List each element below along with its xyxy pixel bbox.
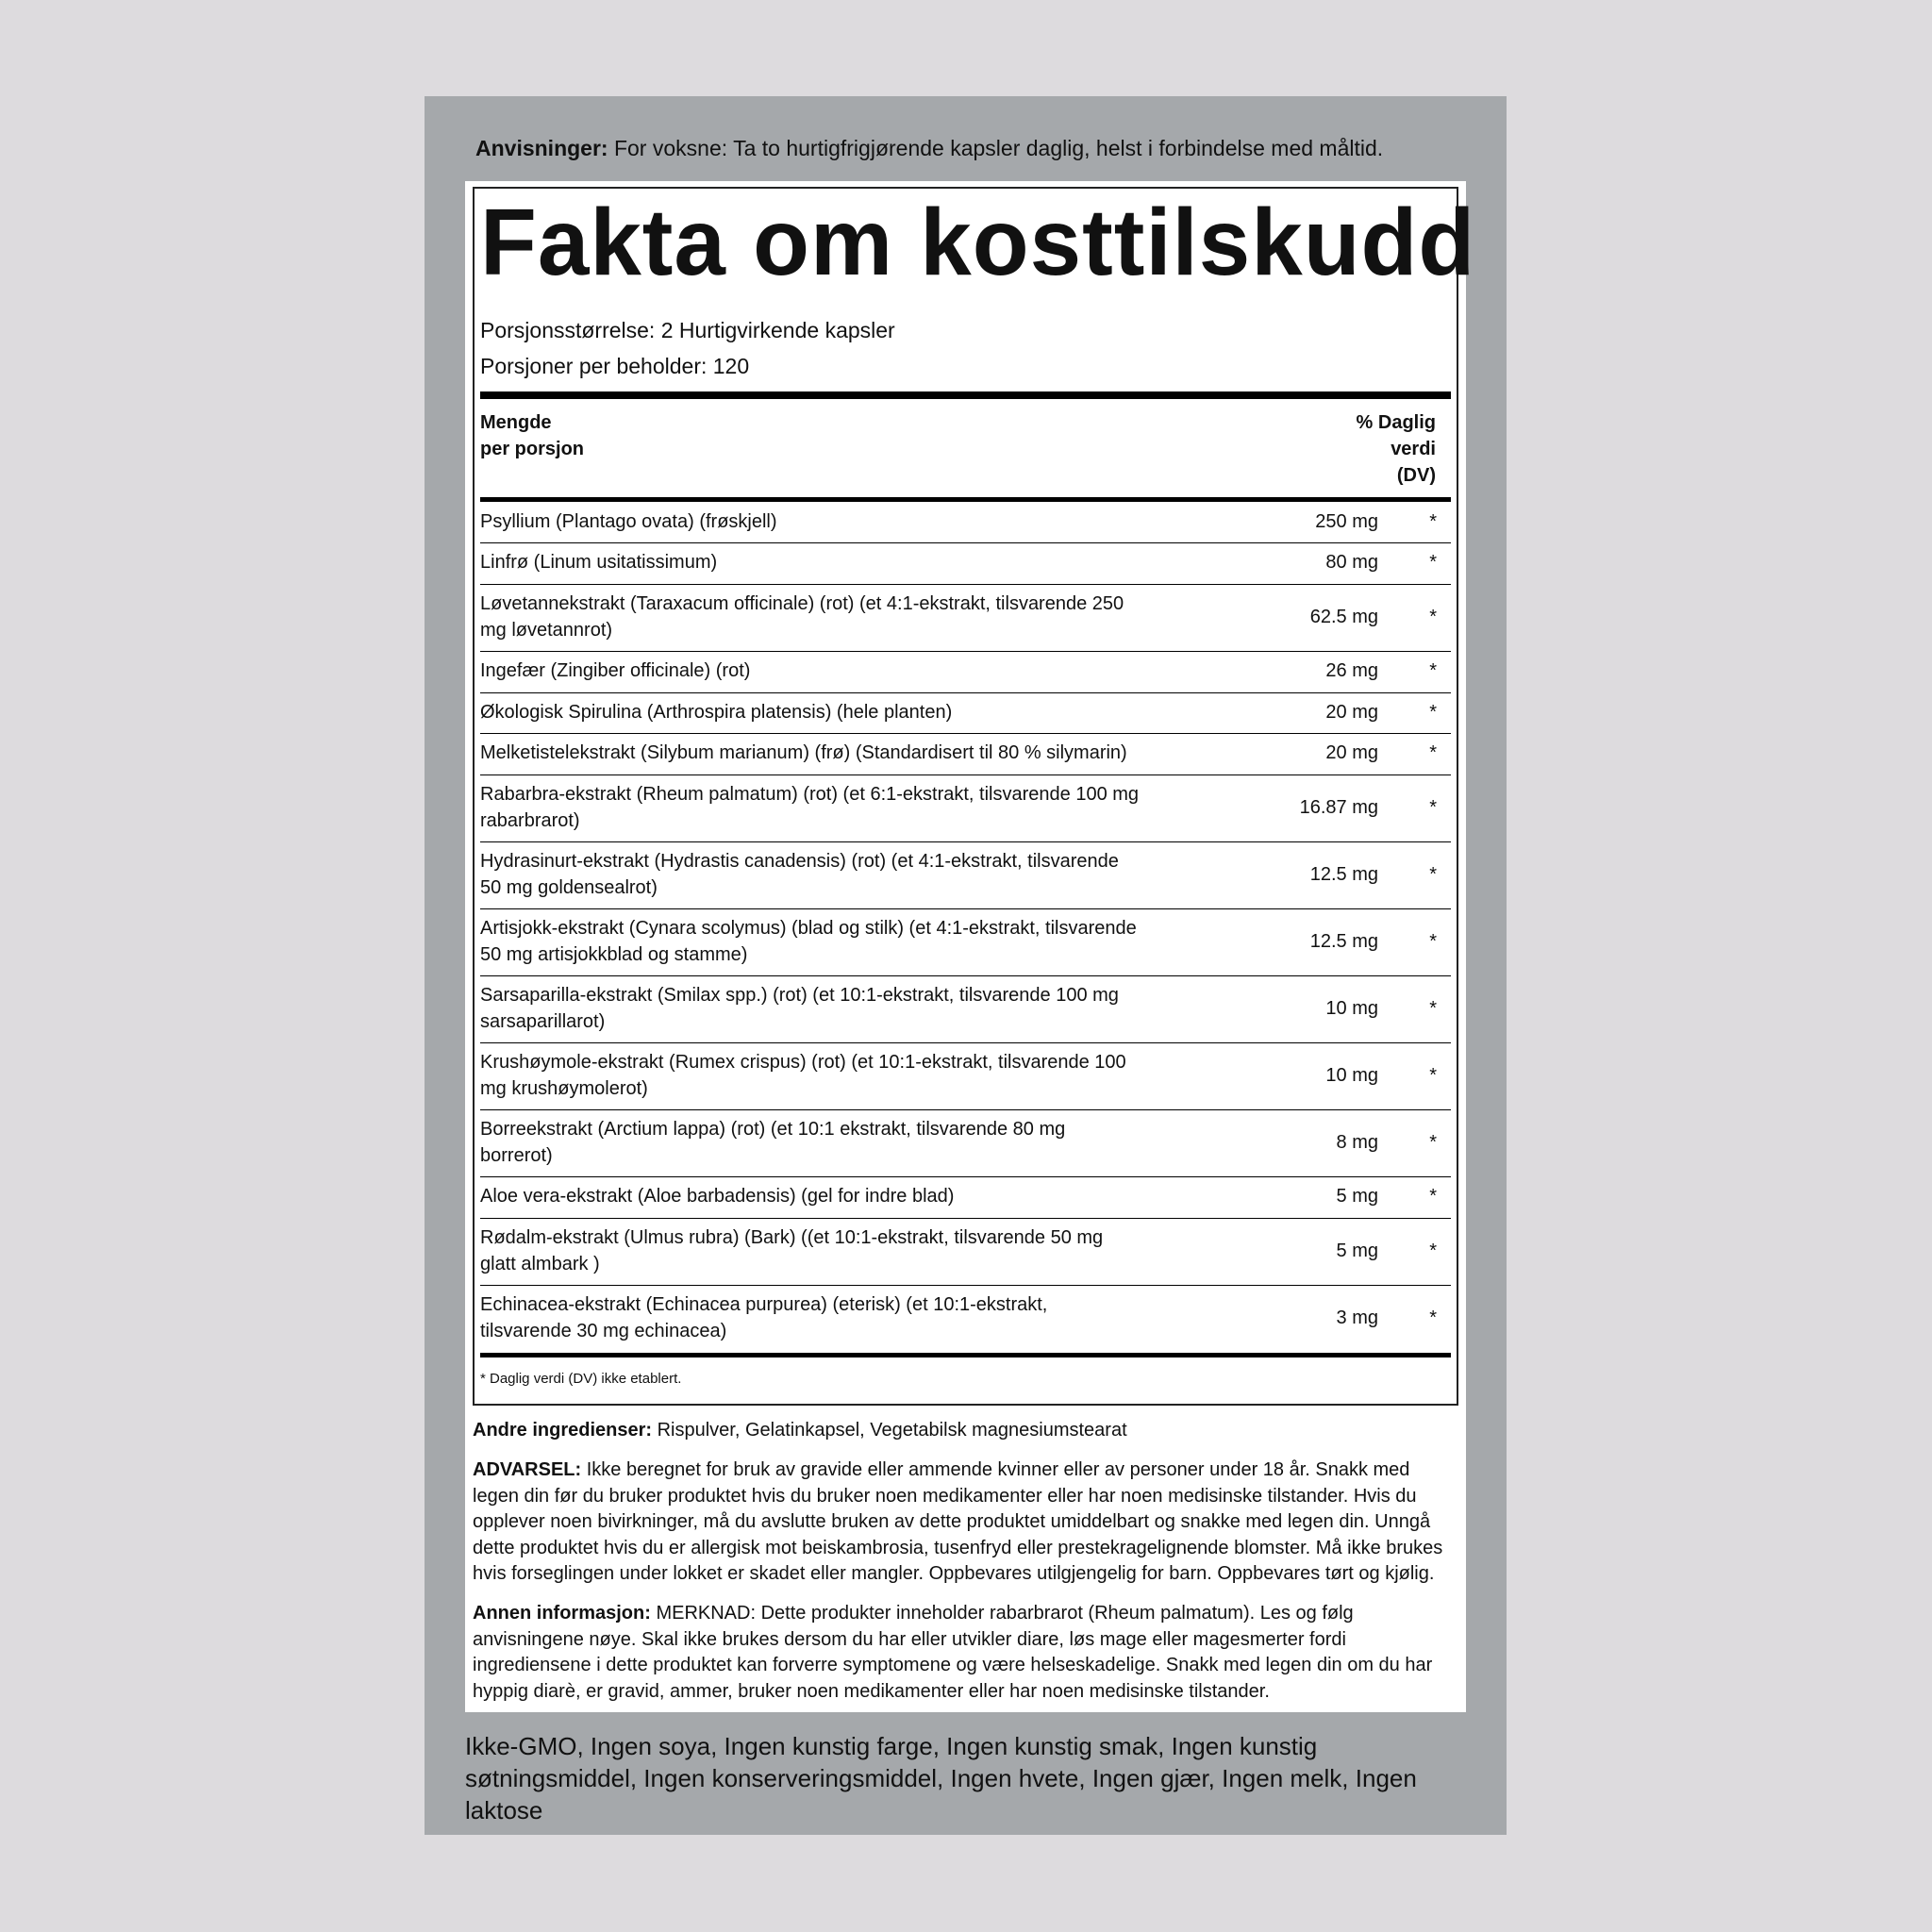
ingredient-amount: 12.5 mg <box>1309 864 1378 885</box>
other-information-text: MERKNAD: Dette produkter inneholder rabarbrarot (Rheum palmatum). Les og følg anvisningene nøye. Skal ikke brukes dersom du har eller utvikler diare, løs mage eller magesmerter fordi ingrediensene i dette produktet kan forverre symptomene og være helseskadelige. Snakk med legen din om du har hyppig diarè, er gravid, ammer, bruker noen medikamenter eller har noen medisinske tilstander. <box>473 1603 1433 1702</box>
ingredient-amount: 250 mg <box>1315 511 1378 532</box>
ingredient-name: Echinacea-ekstrakt (Echinacea purpurea) (eterisk) (et 10:1-ekstrakt, tilsvarende 30 mg echinacea) <box>480 1294 1048 1341</box>
other-ingredients <box>473 1418 1458 1444</box>
table-row <box>480 1286 1451 1353</box>
ingredient-amount: 8 mg <box>1336 1132 1378 1153</box>
ingredient-name: Aloe vera-ekstrakt (Aloe barbadensis) (gel for indre blad) <box>480 1186 955 1207</box>
ingredient-name: Økologisk Spirulina (Arthrospira platensis) (hele planten) <box>480 702 953 723</box>
ingredient-dv: * <box>1429 998 1437 1019</box>
directions-label: Anvisninger: <box>475 136 608 160</box>
other-information <box>473 1601 1458 1705</box>
ingredient-amount: 10 mg <box>1325 998 1378 1019</box>
table-row <box>480 734 1451 775</box>
ingredient-amount: 12.5 mg <box>1309 931 1378 952</box>
thick-divider-top <box>480 391 1451 399</box>
ingredient-dv: * <box>1429 702 1437 723</box>
other-ingredients-text: Rispulver, Gelatinkapsel, Vegetabilsk magnesiumstearat <box>652 1420 1127 1441</box>
dv-footnote: * Daglig verdi (DV) ikke etablert. <box>480 1371 682 1387</box>
ingredient-name: Melketistelekstrakt (Silybum marianum) (frø) (Standardisert til 80 % silymarin) <box>480 742 1127 763</box>
table-row <box>480 652 1451 693</box>
ingredient-dv: * <box>1429 660 1437 681</box>
ingredient-amount: 80 mg <box>1325 552 1378 573</box>
directions <box>475 134 1475 162</box>
table-row <box>480 976 1451 1043</box>
ingredient-dv: * <box>1429 1186 1437 1207</box>
ingredient-amount: 62.5 mg <box>1309 607 1378 627</box>
thick-divider-bottom <box>480 1353 1451 1357</box>
header-right-line-2: verdi <box>1391 439 1436 459</box>
ingredient-name: Artisjokk-ekstrakt (Cynara scolymus) (blad og stilk) (et 4:1-ekstrakt, tilsvarende 50 mg artisjokkblad og stamme) <box>480 918 1137 965</box>
table-row <box>480 775 1451 842</box>
ingredient-dv: * <box>1429 1065 1437 1086</box>
table-row <box>480 909 1451 976</box>
ingredient-amount: 16.87 mg <box>1299 797 1378 818</box>
table-row <box>480 503 1451 543</box>
ingredient-dv: * <box>1429 552 1437 573</box>
ingredient-name: Rødalm-ekstrakt (Ulmus rubra) (Bark) ((et 10:1-ekstrakt, tilsvarende 50 mg glatt almbark ) <box>480 1227 1104 1274</box>
directions-text: For voksne: Ta to hurtigfrigjørende kapsler daglig, helst i forbindelse med måltid. <box>608 136 1384 160</box>
ingredient-name: Rabarbra-ekstrakt (Rheum palmatum) (rot) (et 6:1-ekstrakt, tilsvarende 100 mg rabarbrarot) <box>480 784 1140 831</box>
warning <box>473 1457 1458 1588</box>
ingredient-dv: * <box>1429 607 1437 627</box>
warning-text: Ikke beregnet for bruk av gravide eller ammende kvinner eller av personer under 18 år. Snakk med legen din før du bruker produktet hvis du bruker noen medikamenter eller har noen medisinske tilstander. Hvis du opplever noen bivirkninger, må du avslutte bruken av dette produktet umiddelbart og snakke med legen din. Unngå dette produktet hvis du er allergisk mot beiskambrosia, tusenfryd eller prestekragelignende blomster. Må ikke brukes hvis forseglingen under lokket er skadet eller mangler. Oppbevares utilgjengelig for barn. Oppbevares tørt og kjølig. <box>473 1459 1443 1584</box>
header-right-line-1: % Daglig <box>1356 412 1436 433</box>
ingredient-name: Sarsaparilla-ekstrakt (Smilax spp.) (rot) (et 10:1-ekstrakt, tilsvarende 100 mg sarsaparillarot) <box>480 985 1119 1032</box>
ingredient-amount: 20 mg <box>1325 702 1378 723</box>
ingredient-amount: 26 mg <box>1325 660 1378 681</box>
ingredient-dv: * <box>1429 797 1437 818</box>
table-row <box>480 842 1451 909</box>
ingredient-dv: * <box>1429 864 1437 885</box>
table-row <box>480 1043 1451 1110</box>
ingredient-amount: 5 mg <box>1336 1241 1378 1261</box>
table-row <box>480 585 1451 652</box>
ingredient-name: Linfrø (Linum usitatissimum) <box>480 552 718 573</box>
ingredient-name: Løvetannekstrakt (Taraxacum officinale) (rot) (et 4:1-ekstrakt, tilsvarende 250 mg løvetannrot) <box>480 593 1124 641</box>
ingredient-dv: * <box>1429 742 1437 763</box>
header-right-line-3: (DV) <box>1396 465 1436 486</box>
ingredient-dv: * <box>1429 511 1437 532</box>
other-ingredients-label: Andre ingredienser: <box>473 1420 653 1441</box>
ingredient-name: Ingefær (Zingiber officinale) (rot) <box>480 660 751 681</box>
ingredient-dv: * <box>1429 1307 1437 1328</box>
warning-label: ADVARSEL: <box>473 1459 582 1480</box>
ingredient-name: Krushøymole-ekstrakt (Rumex crispus) (rot) (et 10:1-ekstrakt, tilsvarende 100 mg krushøymolerot) <box>480 1052 1126 1099</box>
header-left-line-2: per porsjon <box>480 439 585 459</box>
ingredient-name: Hydrasinurt-ekstrakt (Hydrastis canadensis) (rot) (et 4:1-ekstrakt, tilsvarende 50 mg goldensealrot) <box>480 851 1119 898</box>
ingredient-amount: 5 mg <box>1336 1186 1378 1207</box>
daily-value-header <box>1302 409 1436 489</box>
ingredient-dv: * <box>1429 931 1437 952</box>
ingredient-dv: * <box>1429 1241 1437 1261</box>
ingredient-name: Borreekstrakt (Arctium lappa) (rot) (et 10:1 ekstrakt, tilsvarende 80 mg borrerot) <box>480 1119 1066 1166</box>
ingredient-dv: * <box>1429 1132 1437 1153</box>
facts-title: Fakta om kosttilskudd <box>480 190 1476 295</box>
thick-divider-header <box>480 497 1451 502</box>
table-row <box>480 1110 1451 1177</box>
ingredient-amount: 3 mg <box>1336 1307 1378 1328</box>
other-information-label: Annen informasjon: <box>473 1603 651 1624</box>
ingredient-amount: 20 mg <box>1325 742 1378 763</box>
ingredient-amount: 10 mg <box>1325 1065 1378 1086</box>
free-from-claims: Ikke-GMO, Ingen soya, Ingen kunstig farge, Ingen kunstig smak, Ingen kunstig søtningsmiddel, Ingen konserveringsmiddel, Ingen hvete, Ingen gjær, Ingen melk, Ingen laktose <box>465 1732 1417 1824</box>
serving-size: Porsjonsstørrelse: 2 Hurtigvirkende kapsler <box>480 318 895 342</box>
header-left-line-1: Mengde <box>480 412 552 433</box>
table-row <box>480 543 1451 585</box>
servings-per-container: Porsjoner per beholder: 120 <box>480 354 750 378</box>
table-row <box>480 1177 1451 1219</box>
table-row <box>480 1219 1451 1286</box>
ingredient-name: Psyllium (Plantago ovata) (frøskjell) <box>480 511 777 532</box>
table-row <box>480 693 1451 734</box>
amount-per-serving-header <box>480 409 584 462</box>
